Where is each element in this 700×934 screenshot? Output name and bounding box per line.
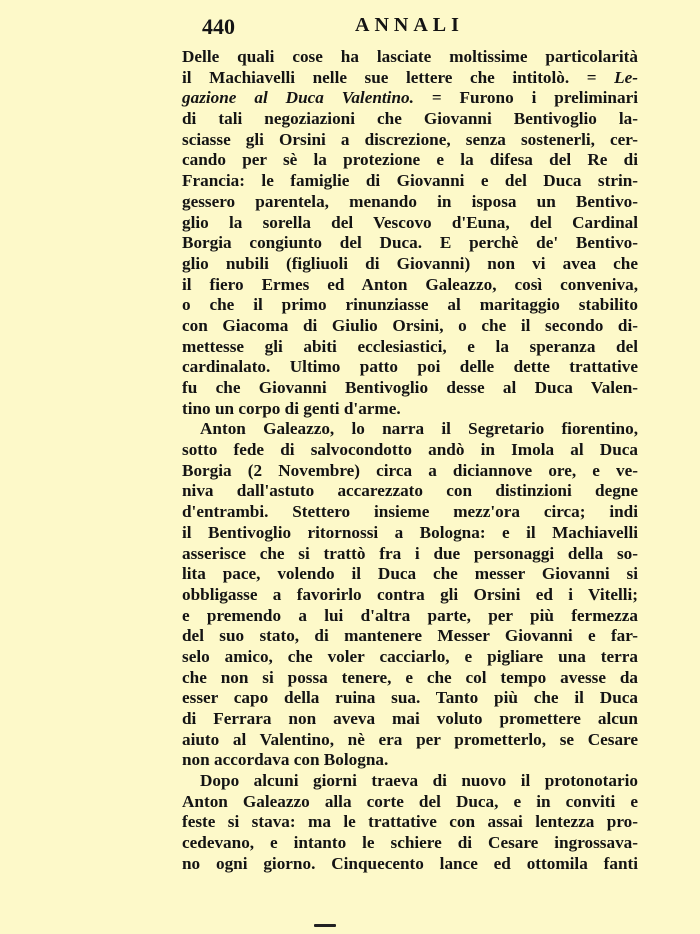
line-text: obbligasse a favorirlo contra gli Orsini ed i Vitelli; <box>182 584 638 604</box>
line-text: il Machiavelli nelle sue lettere che intitolò. = <box>182 67 615 87</box>
line-text: non accordava con Bologna. <box>182 750 389 770</box>
text-line <box>182 130 638 151</box>
line-text: fu che Giovanni Bentivoglio desse al Duca Valen- <box>182 378 638 397</box>
line-text: d'entrambi. Stettero insieme mezz'ora circa; indi <box>182 502 638 522</box>
line-text: aiuto al Valentino, nè era per prometterlo, se Cesare <box>182 729 638 749</box>
text-line <box>182 419 638 440</box>
line-text: con Giacoma di Giulio Orsini, o che il secondo di- <box>182 315 638 335</box>
text-line <box>182 502 638 523</box>
text-line <box>182 606 638 627</box>
text-line <box>182 792 638 813</box>
text-line <box>182 544 638 565</box>
text-line <box>182 357 638 378</box>
text-line <box>182 626 638 647</box>
line-text: cardinalato. Ultimo patto poi delle dette trattative <box>182 357 638 377</box>
text-line <box>182 440 638 461</box>
line-text: esser capo della ruina sua. Tanto più che il Duca <box>182 688 638 708</box>
line-text: selo amico, che voler cacciarlo, e pigliare una terra <box>182 646 638 666</box>
page-number: 440 <box>202 14 235 39</box>
line-text: di tali negoziazioni che Giovanni Bentivoglio la- <box>182 109 638 129</box>
text-line <box>182 750 638 771</box>
line-text: Anton Galeazzo, lo narra il Segretario fiorentino, <box>200 419 638 439</box>
text-line <box>182 192 638 213</box>
line-text: lita pace, volendo il Duca che messer Giovanni si <box>182 564 638 584</box>
line-text: il Bentivoglio ritornossi a Bologna: e il Machiavelli <box>182 522 638 542</box>
line-text: glio la sorella del Vescovo d'Euna, del Cardinal <box>182 212 638 232</box>
line-text: Dopo alcuni giorni traeva di nuovo il protonotario <box>200 771 638 791</box>
line-text: feste si stava: ma le trattative con assai lentezza pro- <box>182 812 638 832</box>
text-line <box>182 585 638 606</box>
text-line <box>182 688 638 709</box>
page-header <box>182 10 638 40</box>
line-text: Borgia congiunto del Duca. E perchè de' Bentivo- <box>182 233 638 253</box>
italic-title: gazione al Duca Valentino. <box>182 88 414 108</box>
line-text: niva dall'astuto accarezzato con distinzioni degne <box>182 481 638 501</box>
line-text: il fiero Ermes ed Anton Galeazzo, così conveniva, <box>182 274 638 294</box>
text-line <box>182 647 638 668</box>
text-line <box>182 88 638 109</box>
line-text: tino un corpo di genti d'arme. <box>182 398 401 418</box>
text-line <box>182 68 638 89</box>
line-text: e premendo a lui d'altra parte, per più fermezza <box>182 605 638 625</box>
text-line <box>182 316 638 337</box>
line-text: o che il primo rinunziasse al maritaggio stabilito <box>182 295 638 315</box>
text-line <box>182 399 638 420</box>
text-line <box>182 378 638 399</box>
line-text: = Furono i preliminari <box>413 88 638 108</box>
text-line <box>182 730 638 751</box>
text-line <box>182 275 638 296</box>
line-text: di Ferrara non aveva mai voluto promettere alcun <box>182 709 638 728</box>
text-line <box>182 709 638 730</box>
line-text: glio nubili (figliuoli di Giovanni) non vi avea che <box>182 253 638 273</box>
text-line <box>182 461 638 482</box>
line-text: cando per sè la protezione e la difesa del Re di <box>182 150 638 170</box>
text-line <box>182 771 638 792</box>
text-line <box>182 481 638 502</box>
text-line <box>182 833 638 854</box>
line-text: sciasse gli Orsini a discrezione, senza sostenerli, cer- <box>182 129 638 149</box>
line-text: del suo stato, di mantenere Messer Giovanni e far- <box>182 626 638 646</box>
text-line <box>182 564 638 585</box>
text-line <box>182 523 638 544</box>
footer-mark <box>314 924 336 927</box>
text-line <box>182 150 638 171</box>
line-text: cedevano, e intanto le schiere di Cesare ingrossava- <box>182 833 638 853</box>
text-line <box>182 254 638 275</box>
text-line <box>182 812 638 833</box>
body-text <box>182 47 638 875</box>
text-line <box>182 854 638 875</box>
text-line <box>182 233 638 254</box>
line-text: Borgia (2 Novembre) circa a diciannove ore, e ve- <box>182 460 638 480</box>
line-text: asserisce che si trattò fra i due personaggi della so- <box>182 543 638 563</box>
text-line <box>182 171 638 192</box>
running-title: ANNALI <box>355 14 464 36</box>
text-line <box>182 668 638 689</box>
text-line <box>182 213 638 234</box>
text-line <box>182 295 638 316</box>
line-text: no ogni giorno. Cinquecento lance ed ottomila fanti <box>182 853 638 873</box>
line-text: mettesse gli abiti ecclesiastici, e la speranza del <box>182 336 638 356</box>
line-text: Delle quali cose ha lasciate moltissime particolarità <box>182 47 638 66</box>
line-text: Francia: le famiglie di Giovanni e del Duca strin- <box>182 171 638 191</box>
line-text: che non si possa tenere, e che col tempo avesse da <box>182 667 638 687</box>
text-line <box>182 109 638 130</box>
line-text: Anton Galeazzo alla corte del Duca, e in conviti e <box>182 791 638 811</box>
text-line <box>182 47 638 68</box>
line-text: sotto fede di salvocondotto andò in Imola al Duca <box>182 440 638 460</box>
text-line <box>182 337 638 358</box>
italic-title: Le- <box>614 67 638 87</box>
line-text: gessero parentela, menando in isposa un Bentivo- <box>182 191 638 211</box>
